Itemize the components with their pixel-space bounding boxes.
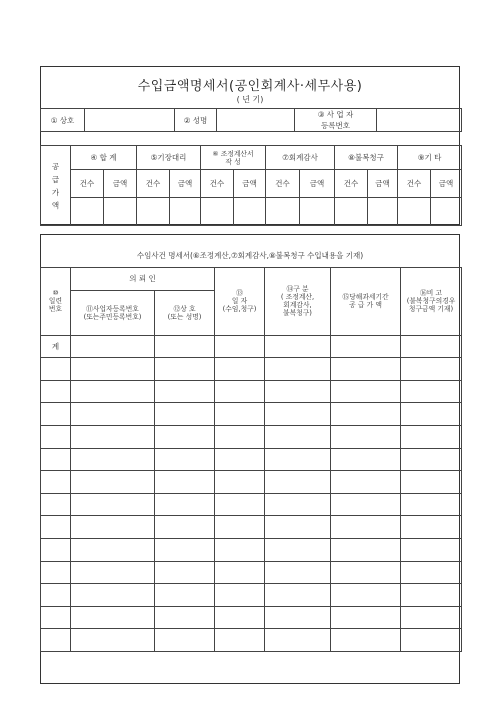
client-header: 의 뢰 인: [71, 268, 215, 291]
note-mark: ⑯비 고: [419, 289, 443, 298]
detail-cell[interactable]: [331, 629, 401, 652]
supply-cell[interactable]: [104, 198, 137, 226]
detail-cell[interactable]: [71, 358, 155, 381]
supply-cell[interactable]: [234, 198, 266, 226]
detail-cell[interactable]: [41, 561, 71, 584]
detail-cell[interactable]: [265, 629, 331, 652]
detail-cell[interactable]: [71, 493, 155, 516]
detail-cell[interactable]: [71, 606, 155, 629]
type-sub-3: 불복청구): [283, 309, 312, 318]
count-label: 건수: [266, 170, 300, 198]
trade-name-field[interactable]: [85, 109, 175, 132]
seq-mark: ⑩: [52, 289, 59, 298]
count-label: 건수: [398, 170, 431, 198]
detail-cell[interactable]: [41, 471, 71, 494]
detail-cell[interactable]: [331, 471, 401, 494]
detail-cell[interactable]: [401, 493, 462, 516]
detail-cell[interactable]: [331, 561, 401, 584]
supply-cell[interactable]: [71, 198, 104, 226]
date-label: 일 자: [231, 297, 248, 306]
case-detail-section: [40, 234, 460, 684]
table-row: [41, 538, 462, 561]
side-char-3: 가: [51, 187, 60, 197]
detail-cell[interactable]: [331, 493, 401, 516]
detail-cell[interactable]: [215, 516, 265, 539]
detail-cell[interactable]: [71, 538, 155, 561]
detail-cell[interactable]: [331, 516, 401, 539]
detail-cell[interactable]: [265, 358, 331, 381]
supply-cell[interactable]: [368, 198, 398, 226]
table-row: [41, 606, 462, 629]
amount-label: 금액: [234, 170, 266, 198]
type-mark: ⑭구 분: [286, 285, 309, 294]
total-row-label: 계: [41, 335, 71, 358]
detail-cell[interactable]: [331, 403, 401, 426]
detail-cell[interactable]: [265, 493, 331, 516]
detail-cell[interactable]: [331, 358, 401, 381]
detail-cell[interactable]: [71, 448, 155, 471]
detail-cell[interactable]: [265, 516, 331, 539]
detail-cell[interactable]: [331, 606, 401, 629]
col-appeal-header: ⑧불복청구: [335, 146, 398, 170]
detail-cell[interactable]: [71, 516, 155, 539]
date-sub: (수임,청구): [222, 305, 257, 314]
detail-cell[interactable]: [41, 629, 71, 652]
detail-cell[interactable]: [401, 584, 462, 607]
table-row: [41, 471, 462, 494]
supply-side-label: [41, 146, 71, 226]
business-reg-label: [295, 109, 377, 132]
client-trade-sub: (또는 성명): [167, 312, 202, 321]
detail-cell[interactable]: [401, 425, 462, 448]
detail-cell[interactable]: [41, 425, 71, 448]
count-label: 건수: [335, 170, 368, 198]
table-row: [41, 403, 462, 426]
person-name-label: ② 성명: [175, 109, 217, 132]
col-audit-header: ⑦회계감사: [266, 146, 335, 170]
table-row: [41, 448, 462, 471]
business-reg-field[interactable]: [377, 109, 462, 132]
detail-cell[interactable]: [155, 358, 215, 381]
table-row: [41, 380, 462, 403]
year-period-line: ( 년 기): [236, 95, 264, 104]
detail-cell[interactable]: [71, 584, 155, 607]
detail-cell[interactable]: [215, 629, 265, 652]
note-sub-2: 청구금액 기재): [408, 305, 454, 314]
detail-cell[interactable]: [265, 561, 331, 584]
detail-cell[interactable]: [331, 584, 401, 607]
case-section-title: 수임사건 명세서(⑥조정계산,⑦회계감사,⑧불복청구 수입내용을 기재): [136, 251, 364, 260]
detail-cell[interactable]: [155, 335, 215, 358]
detail-cell[interactable]: [265, 538, 331, 561]
detail-cell[interactable]: [71, 471, 155, 494]
table-row: [41, 516, 462, 539]
client-trade-mark: ⑫상 호: [173, 304, 196, 313]
detail-cell[interactable]: [331, 425, 401, 448]
detail-cell[interactable]: [41, 448, 71, 471]
detail-cell[interactable]: [331, 335, 401, 358]
detail-cell[interactable]: [215, 606, 265, 629]
detail-cell[interactable]: [155, 425, 215, 448]
detail-cell[interactable]: [41, 493, 71, 516]
supply-cell[interactable]: [300, 198, 335, 226]
amount-label: 금액: [300, 170, 335, 198]
detail-cell[interactable]: [155, 629, 215, 652]
detail-cell[interactable]: [41, 516, 71, 539]
date-header: [215, 268, 265, 336]
detail-cell[interactable]: [71, 335, 155, 358]
document-title: 수입금액명세서(공인회계사·세무사용): [137, 79, 363, 94]
table-row: [41, 425, 462, 448]
detail-cell[interactable]: [71, 629, 155, 652]
detail-cell[interactable]: [41, 380, 71, 403]
detail-cell[interactable]: [155, 448, 215, 471]
amount-label: 금액: [170, 170, 201, 198]
detail-cell[interactable]: [71, 561, 155, 584]
note-header: [401, 268, 462, 336]
col-bookkeeping-header: ⑤기장대리: [137, 146, 201, 170]
detail-cell[interactable]: [331, 538, 401, 561]
detail-cell[interactable]: [155, 516, 215, 539]
date-mark: ⑬: [236, 289, 243, 298]
business-reg-label-line1: ③ 사 업 자: [317, 110, 354, 119]
detail-cell[interactable]: [155, 493, 215, 516]
col-other-header: ⑨기 타: [398, 146, 462, 170]
detail-cell[interactable]: [155, 606, 215, 629]
side-char-1: 공: [51, 161, 60, 171]
detail-cell[interactable]: [41, 358, 71, 381]
detail-cell[interactable]: [71, 380, 155, 403]
detail-cell[interactable]: [401, 516, 462, 539]
supply-amount-table: [40, 145, 462, 226]
detail-cell[interactable]: [265, 425, 331, 448]
side-char-4: 액: [51, 200, 60, 210]
note-sub-1: (불복청구의경우: [406, 297, 456, 306]
detail-cell[interactable]: [401, 380, 462, 403]
detail-cell[interactable]: [71, 403, 155, 426]
detail-cell[interactable]: [215, 493, 265, 516]
detail-cell[interactable]: [401, 335, 462, 358]
supply-value-sub: 공 급 가 액: [349, 301, 382, 310]
detail-cell[interactable]: [401, 403, 462, 426]
detail-cell[interactable]: [215, 335, 265, 358]
table-row: [41, 493, 462, 516]
detail-cell[interactable]: [331, 380, 401, 403]
detail-cell[interactable]: [401, 629, 462, 652]
side-char-2: 급: [51, 174, 60, 184]
supply-cell[interactable]: [137, 198, 170, 226]
col-adjustment-line1: ⑥ 조정계산서: [212, 149, 254, 158]
detail-cell[interactable]: [215, 448, 265, 471]
seq-label-line1: 일련: [48, 297, 63, 306]
col-adjustment-line2: 작 성: [225, 157, 241, 166]
supply-value-header: [331, 268, 401, 336]
detail-cell[interactable]: [401, 448, 462, 471]
supply-cell[interactable]: [398, 198, 431, 226]
table-row: [41, 584, 462, 607]
detail-cell[interactable]: [331, 448, 401, 471]
count-label: 건수: [201, 170, 234, 198]
detail-cell[interactable]: [265, 471, 331, 494]
detail-cell[interactable]: [155, 403, 215, 426]
supply-cell[interactable]: [266, 198, 300, 226]
seq-header: [41, 268, 71, 336]
seq-label-line2: 번호: [48, 305, 63, 314]
detail-cell[interactable]: [41, 538, 71, 561]
summary-section: [40, 66, 460, 225]
detail-cell[interactable]: [155, 380, 215, 403]
supply-cell[interactable]: [201, 198, 234, 226]
detail-cell[interactable]: [265, 335, 331, 358]
detail-cell[interactable]: [215, 561, 265, 584]
amount-label: 금액: [431, 170, 462, 198]
count-label: 건수: [71, 170, 104, 198]
detail-cell[interactable]: [265, 584, 331, 607]
business-reg-label-line2: 등록번호: [321, 121, 350, 130]
detail-cell[interactable]: [155, 471, 215, 494]
supply-value-mark: ⑮당해과세기간: [342, 293, 389, 302]
detail-cell[interactable]: [215, 403, 265, 426]
person-name-field[interactable]: [217, 109, 295, 132]
detail-cell[interactable]: [215, 538, 265, 561]
table-row: [41, 561, 462, 584]
detail-cell[interactable]: [41, 584, 71, 607]
supply-cell[interactable]: [335, 198, 368, 226]
type-header: [265, 268, 331, 336]
client-reg-sub: (또는주민등록번호): [83, 312, 142, 321]
table-row: [41, 358, 462, 381]
detail-cell[interactable]: [401, 471, 462, 494]
detail-cell[interactable]: [215, 425, 265, 448]
table-row: [41, 629, 462, 652]
detail-cell[interactable]: [215, 380, 265, 403]
detail-cell[interactable]: [401, 358, 462, 381]
trade-name-label: ① 상호: [41, 109, 85, 132]
detail-cell[interactable]: [155, 538, 215, 561]
supply-cell[interactable]: [170, 198, 201, 226]
detail-cell[interactable]: [265, 380, 331, 403]
amount-label: 금액: [104, 170, 137, 198]
case-detail-table: [40, 267, 462, 652]
detail-cell[interactable]: [155, 561, 215, 584]
detail-cell[interactable]: [215, 471, 265, 494]
detail-cell[interactable]: [41, 606, 71, 629]
client-reg-mark: ⑪사업자등록번호: [86, 304, 139, 313]
col-adjustment-header: [201, 146, 266, 170]
business-info-table: [40, 108, 462, 132]
amount-label: 금액: [368, 170, 398, 198]
detail-cell[interactable]: [401, 538, 462, 561]
detail-cell[interactable]: [265, 606, 331, 629]
type-sub-2: 회계감사,: [283, 301, 312, 310]
detail-cell[interactable]: [41, 403, 71, 426]
detail-cell[interactable]: [71, 425, 155, 448]
detail-cell[interactable]: [215, 358, 265, 381]
detail-cell[interactable]: [215, 584, 265, 607]
detail-cell[interactable]: [401, 561, 462, 584]
type-sub-1: ( 조정계산,: [280, 293, 315, 302]
detail-cell[interactable]: [265, 403, 331, 426]
supply-cell[interactable]: [431, 198, 462, 226]
client-trade-header: [155, 290, 215, 335]
detail-cell[interactable]: [265, 448, 331, 471]
detail-cell[interactable]: [155, 584, 215, 607]
col-total-header: ④ 합 계: [71, 146, 137, 170]
count-label: 건수: [137, 170, 170, 198]
detail-cell[interactable]: [401, 606, 462, 629]
client-reg-header: [71, 290, 155, 335]
